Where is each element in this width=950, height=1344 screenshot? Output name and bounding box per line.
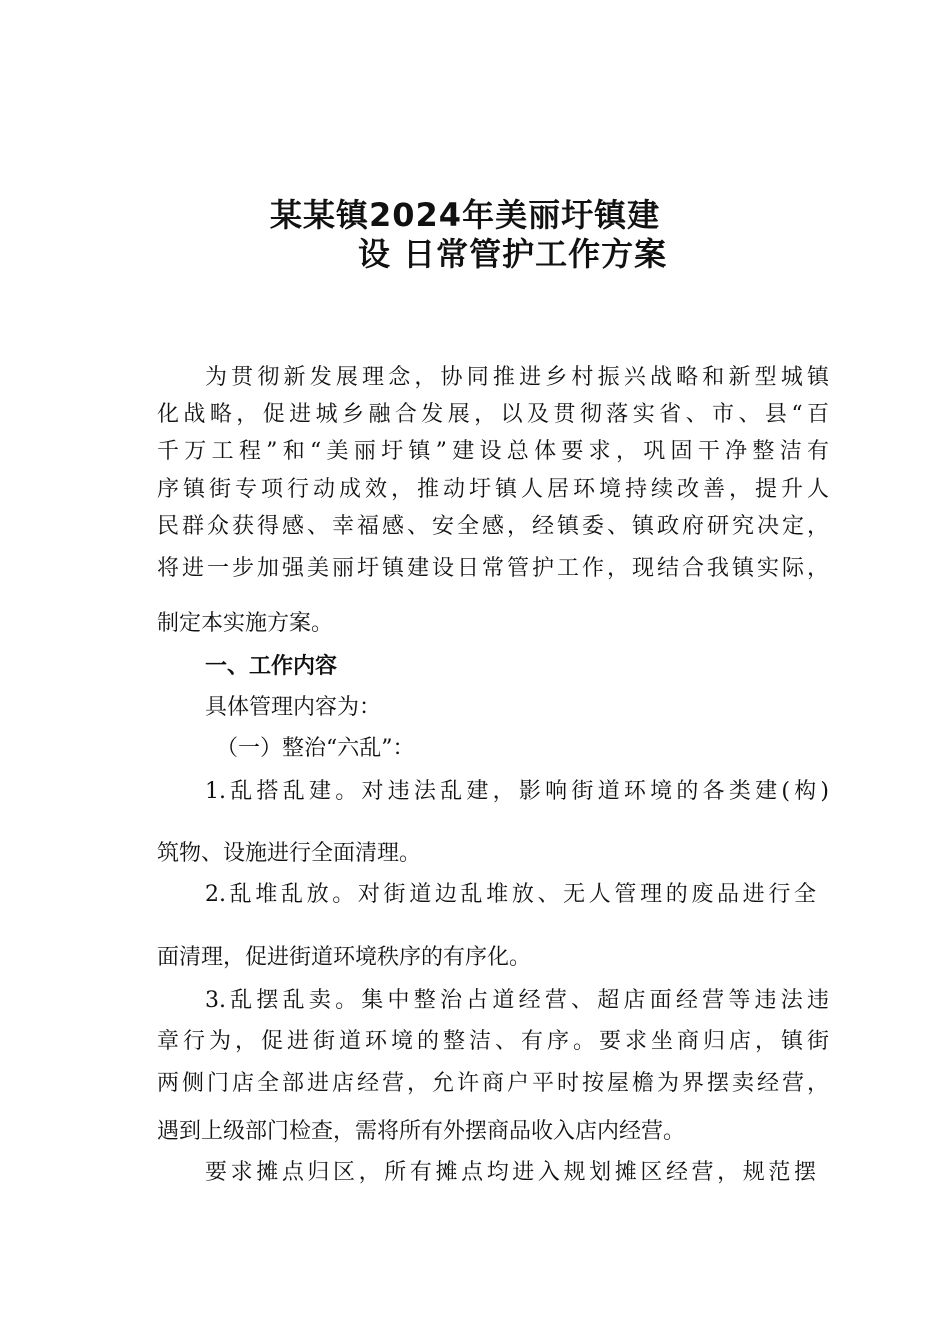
stall-requirement-line: 要求摊点归区，所有摊点均进入规划摊区经营，规范摆 bbox=[205, 1160, 816, 1185]
item-3-line-1: 3.乱摆乱卖。集中整治占道经营、超店面经营等违法违 bbox=[205, 988, 829, 1013]
item-2-line-2: 面清理，促进街道环境秩序的有序化。 bbox=[157, 945, 532, 970]
item-3-line-3: 两侧门店全部进店经营，允许商户平时按屋檐为界摆卖经营， bbox=[157, 1071, 829, 1096]
intro-line-5: 民群众获得感、幸福感、安全感，经镇委、镇政府研究决定， bbox=[157, 514, 829, 539]
document-title-line-1: 某某镇2024年美丽圩镇建 bbox=[270, 196, 661, 234]
intro-line-7: 制定本实施方案。 bbox=[157, 611, 334, 636]
subsection-six-disorders: （一）整治“六乱”： bbox=[216, 736, 415, 761]
intro-line-6: 将进一步加强美丽圩镇建设日常管护工作，现结合我镇实际， bbox=[157, 556, 829, 581]
intro-line-3: 千万工程”和“美丽圩镇”建设总体要求，巩固干净整洁有 bbox=[157, 439, 829, 464]
item-3-line-4: 遇到上级部门检查，需将所有外摆商品收入店内经营。 bbox=[157, 1119, 686, 1144]
item-1-line-1: 1.乱搭乱建。对违法乱建，影响街道环境的各类建(构) bbox=[205, 779, 829, 804]
item-1-line-2: 筑物、设施进行全面清理。 bbox=[157, 841, 422, 866]
item-2-line-1: 2.乱堆乱放。对街道边乱堆放、无人管理的废品进行全 bbox=[205, 882, 816, 907]
intro-line-4: 序镇街专项行动成效，推动圩镇人居环境持续改善，提升人 bbox=[157, 477, 829, 502]
intro-line-1: 为贯彻新发展理念，协同推进乡村振兴战略和新型城镇 bbox=[205, 365, 829, 390]
specific-content-label: 具体管理内容为： bbox=[205, 695, 382, 720]
document-title-line-2: 设 日常管护工作方案 bbox=[358, 235, 668, 273]
intro-line-2: 化战略，促进城乡融合发展，以及贯彻落实省、市、县“百 bbox=[157, 402, 829, 427]
item-3-line-2: 章行为，促进街道环境的整洁、有序。要求坐商归店，镇街 bbox=[157, 1029, 829, 1054]
section-heading-work-content: 一、工作内容 bbox=[205, 654, 338, 679]
